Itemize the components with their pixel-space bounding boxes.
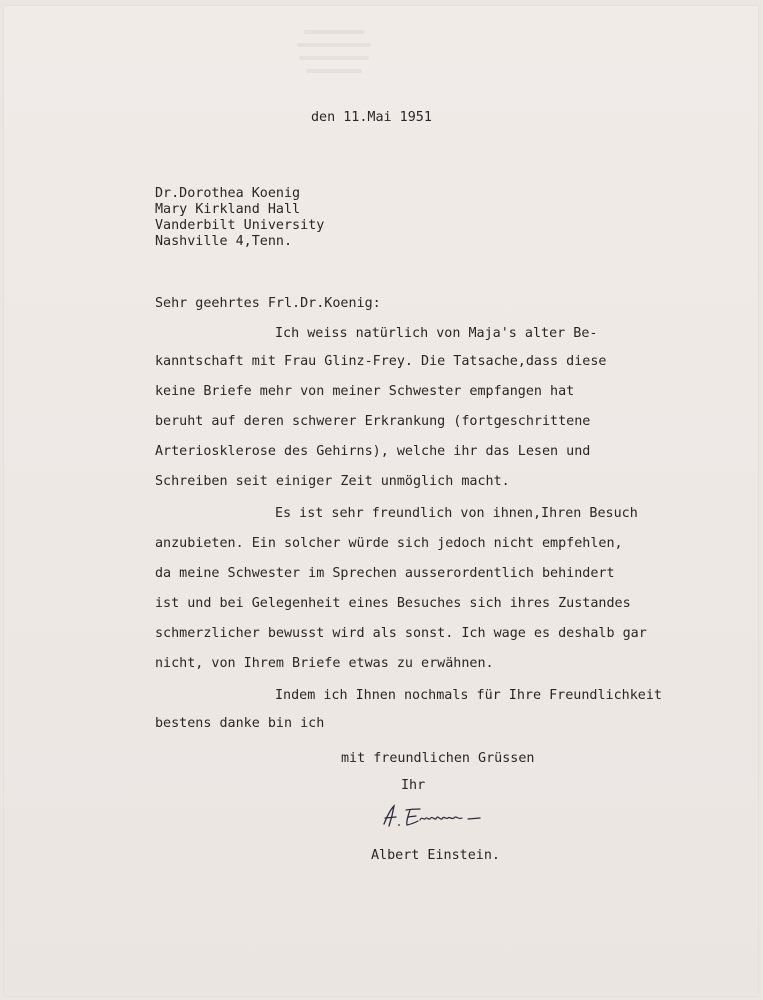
address-line: Nashville 4,Tenn. <box>155 234 293 249</box>
text-line: schmerzlicher bewusst wird als sonst. Ich wage es deshalb gar <box>155 626 647 641</box>
text-line: Ich weiss natürlich von Maja's alter Be- <box>275 326 598 341</box>
text-line: anzubieten. Ein solcher würde sich jedoch nicht empfehlen, <box>155 536 623 551</box>
text-line: Es ist sehr freundlich von ihnen,Ihren Besuch <box>275 506 638 521</box>
handwritten-signature <box>376 802 486 832</box>
text-line: bestens danke bin ich <box>155 716 325 731</box>
closing: mit freundlichen Grüssen <box>341 751 535 766</box>
text-line: Schreiben seit einiger Zeit unmöglich macht. <box>155 474 510 489</box>
text-line: keine Briefe mehr von meiner Schwester empfangen hat <box>155 384 575 399</box>
letter-date: den 11.Mai 1951 <box>311 110 432 125</box>
text-line: Arteriosklerose des Gehirns), welche ihr das Lesen und <box>155 444 591 459</box>
signer-name: Albert Einstein. <box>371 848 500 863</box>
address-line: Vanderbilt University <box>155 218 325 233</box>
letter-sheet <box>4 6 758 996</box>
text-line: nicht, von Ihrem Briefe etwas zu erwähnen. <box>155 656 494 671</box>
text-line: da meine Schwester im Sprechen ausserordentlich behindert <box>155 566 615 581</box>
address-line: Mary Kirkland Hall <box>155 202 301 217</box>
text-line: kanntschaft mit Frau Glinz-Frey. Die Tatsache,dass diese <box>155 354 607 369</box>
text-line: ist und bei Gelegenheit eines Besuches sich ihres Zustandes <box>155 596 631 611</box>
text-line: Indem ich Ihnen nochmals für Ihre Freundlichkeit <box>275 688 662 703</box>
closing-ihr: Ihr <box>401 778 426 793</box>
embossed-letterhead <box>294 30 374 86</box>
text-line: beruht auf deren schwerer Erkrankung (fortgeschrittene <box>155 414 591 429</box>
salutation: Sehr geehrtes Frl.Dr.Koenig: <box>155 296 381 311</box>
address-line: Dr.Dorothea Koenig <box>155 186 301 201</box>
